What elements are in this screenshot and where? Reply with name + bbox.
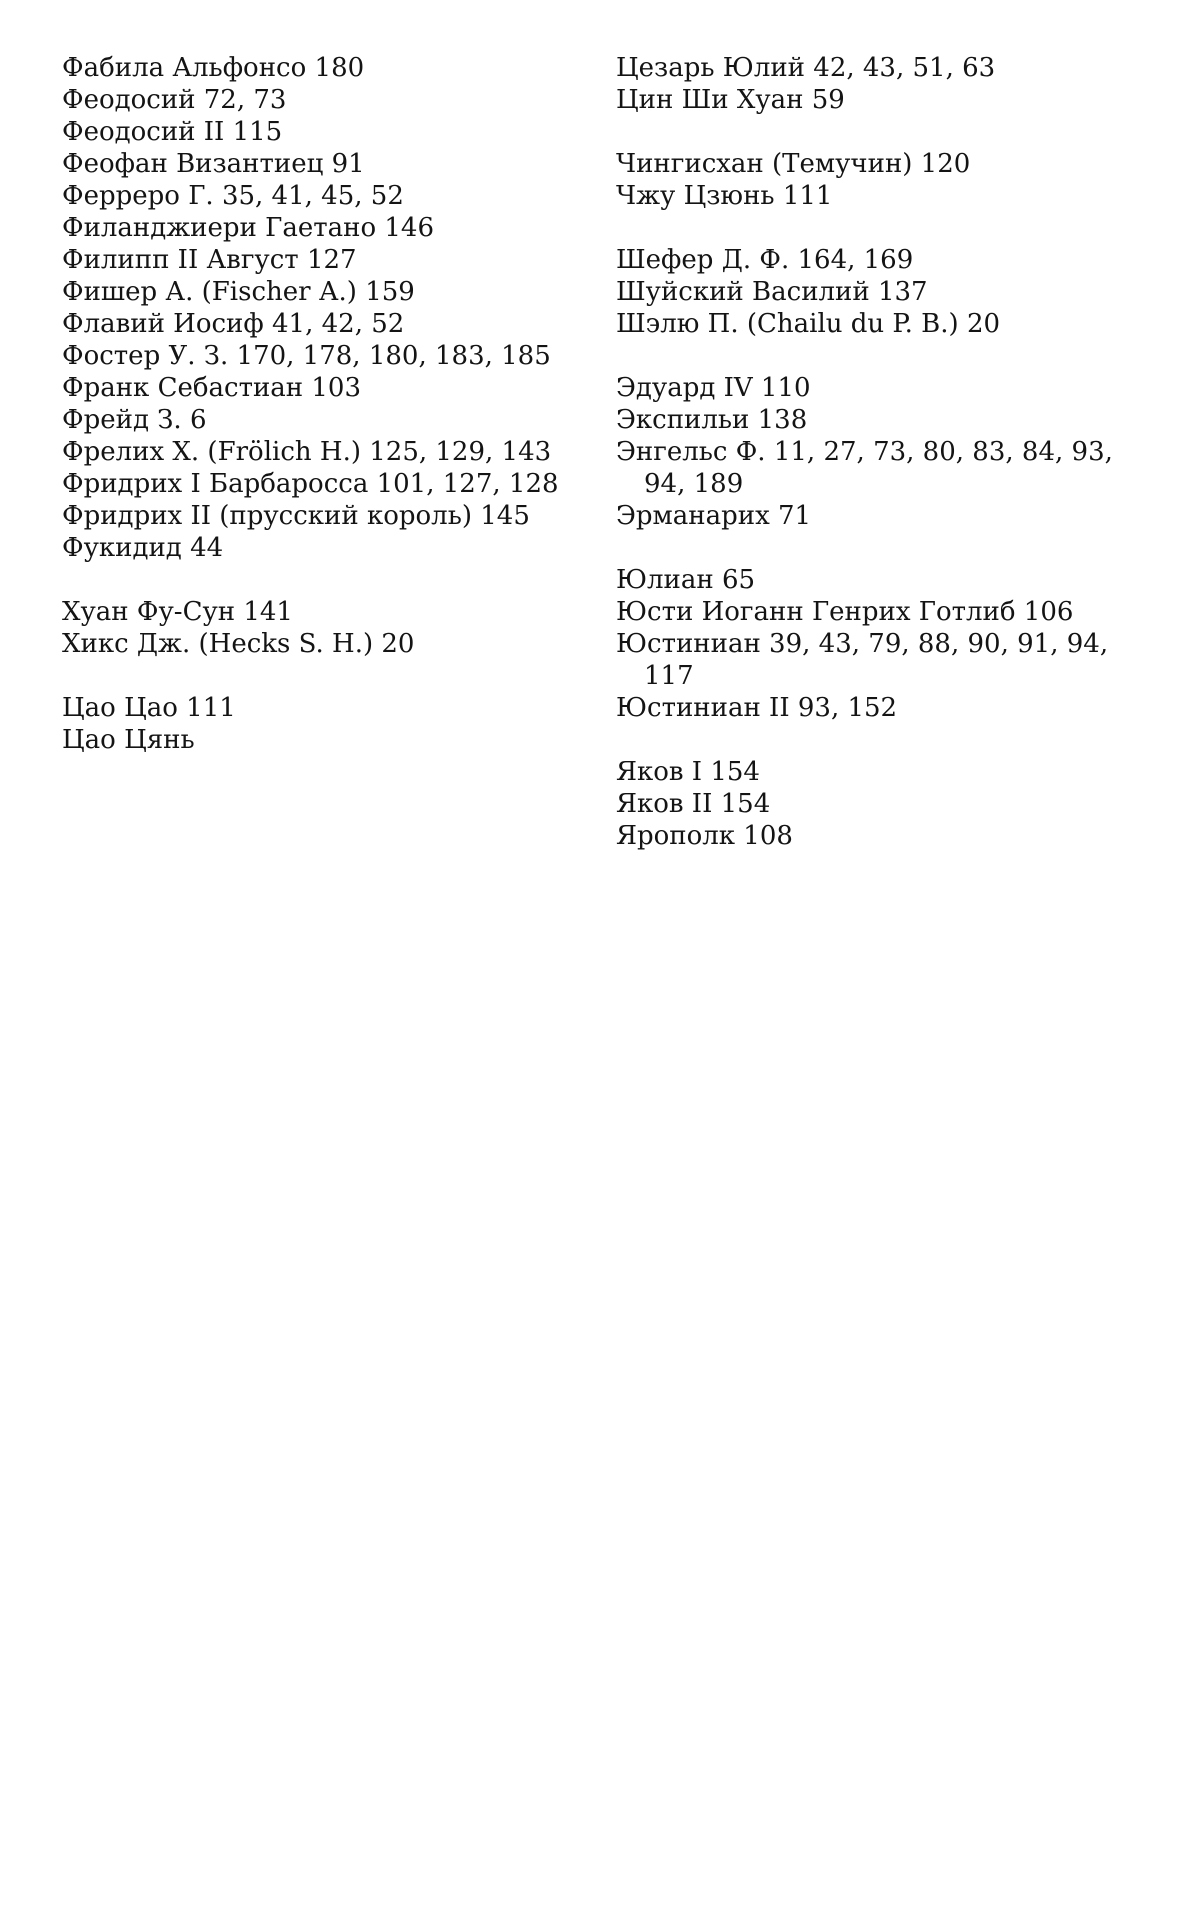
index-entry: Экспильи 138: [616, 405, 808, 435]
index-entry: Флавий Иосиф 41, 42, 52: [62, 309, 405, 339]
index-entry: Фишер А. (Fischer А.) 159: [62, 277, 415, 307]
index-entry: Ферреро Г. 35, 41, 45, 52: [62, 181, 404, 211]
index-entry: Чингисхан (Темучин) 120: [616, 149, 971, 179]
index-entry: Фрейд З. 6: [62, 405, 207, 435]
index-entry: Эдуард IV 110: [616, 373, 811, 403]
index-entry: Юстиниан 39, 43, 79, 88, 90, 91, 94, 117: [616, 629, 1109, 691]
index-entry: Шуйский Василий 137: [616, 277, 928, 307]
index-entry: Хикс Дж. (Hecks S. H.) 20: [62, 629, 415, 659]
index-entry: Фостер У. З. 170, 178, 180, 183, 185: [62, 341, 551, 371]
index-entry: Хуан Фу-Сун 141: [62, 597, 293, 627]
index-entry: Филипп II Август 127: [62, 245, 357, 275]
letter-group-right-4: [616, 564, 1136, 724]
index-entry: Феофан Византиец 91: [62, 149, 365, 179]
letter-group-right-5: [616, 756, 1136, 852]
letter-group-right-3: [616, 372, 1136, 532]
letter-group-right-0: [616, 52, 1136, 116]
index-entry: Яков I 154: [616, 757, 760, 787]
index-entry: Феодосий II 115: [62, 117, 283, 147]
letter-group-right-2: [616, 244, 1136, 340]
index-entry: Юлиан 65: [616, 565, 756, 595]
index-entry: Цао Цянь: [62, 725, 195, 755]
index-entry: Эрманарих 71: [616, 501, 812, 531]
index-entry: Чжу Цзюнь 111: [616, 181, 833, 211]
index-column-right: [616, 52, 1136, 884]
letter-group-right-1: [616, 148, 1136, 212]
index-entry: Фабила Альфонсо 180: [62, 53, 365, 83]
index-entry: Юстиниан II 93, 152: [616, 693, 898, 723]
index-entry: Фридрих I Барбаросса 101, 127, 128: [62, 469, 559, 499]
index-entry: Фукидид 44: [62, 533, 224, 563]
letter-group-left-1: [62, 596, 572, 660]
letter-group-left-2: [62, 692, 572, 756]
index-entry: Цин Ши Хуан 59: [616, 85, 845, 115]
index-entry: Энгельс Ф. 11, 27, 73, 80, 83, 84, 93, 94, 189: [616, 437, 1113, 499]
index-entry: Цао Цао 111: [62, 693, 236, 723]
index-entry: Цезарь Юлий 42, 43, 51, 63: [616, 53, 996, 83]
index-entry: Яков II 154: [616, 789, 771, 819]
index-entry: Ярополк 108: [616, 821, 793, 851]
index-entry: Феодосий 72, 73: [62, 85, 287, 115]
index-entry: Фрелих Х. (Frölich Н.) 125, 129, 143: [62, 437, 552, 467]
index-entry: Франк Себастиан 103: [62, 373, 361, 403]
index-entry: Фридрих II (прусский король) 145: [62, 501, 530, 531]
index-entry: Юсти Иоганн Генрих Готлиб 106: [616, 597, 1074, 627]
index-entry: Шэлю П. (Chailu du P. B.) 20: [616, 309, 1001, 339]
index-entry: Шефер Д. Ф. 164, 169: [616, 245, 914, 275]
index-entry: Филанджиери Гаетано 146: [62, 213, 434, 243]
index-column-left: [62, 52, 572, 788]
letter-group-left-0: [62, 52, 572, 564]
